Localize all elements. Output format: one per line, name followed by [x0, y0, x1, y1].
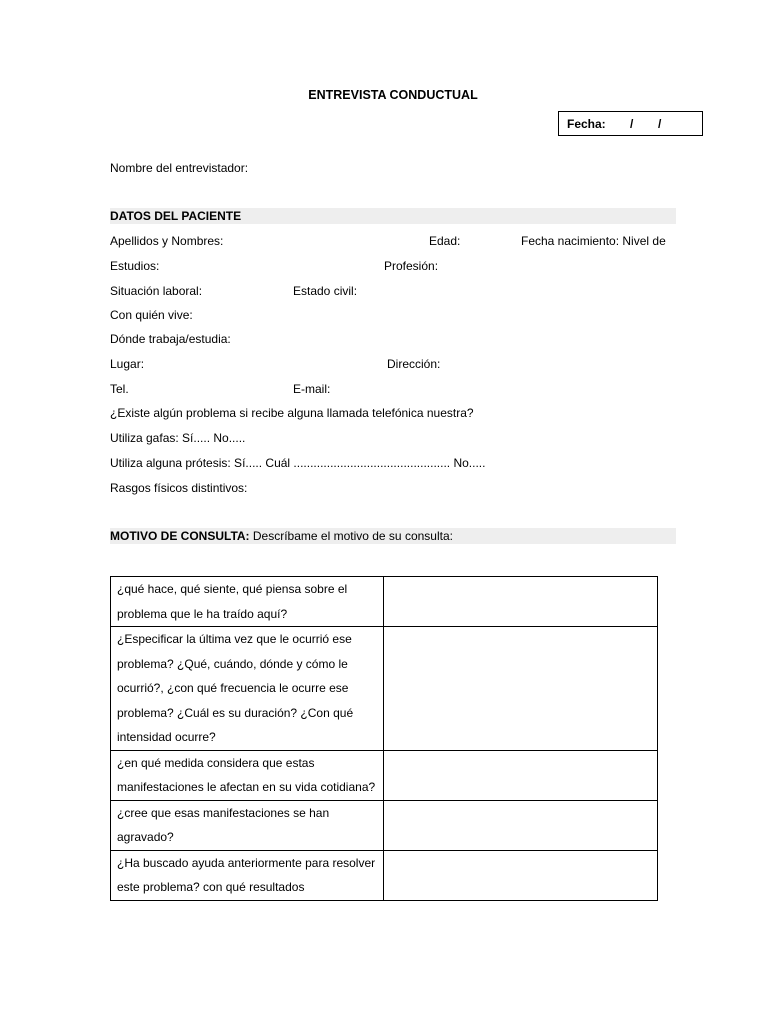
document-title: ENTREVISTA CONDUCTUAL	[308, 88, 478, 102]
rasgos-label: Rasgos físicos distintivos:	[110, 481, 248, 495]
apellidos-label: Apellidos y Nombres:	[110, 234, 224, 248]
protesis-line: Utiliza alguna prótesis: Sí..... Cuál ............................................... No.....	[110, 456, 486, 470]
motivo-consulta-prompt: Descríbame el motivo de su consulta:	[249, 529, 453, 543]
datos-paciente-header-text: DATOS DEL PACIENTE	[110, 209, 242, 223]
fecha-nacimiento-label: Fecha nacimiento: Nivel de	[521, 234, 666, 248]
profesion-label: Profesión:	[384, 259, 439, 273]
table-row	[111, 577, 658, 627]
motivo-consulta-header-text	[110, 528, 453, 544]
table-row	[111, 850, 658, 900]
consulta-questions-table	[110, 576, 658, 901]
fecha-label: Fecha:	[567, 117, 606, 131]
entrevistador-label: Nombre del entrevistador:	[110, 161, 249, 175]
answer-cell[interactable]	[384, 577, 658, 627]
fecha-separator-2: /	[658, 117, 662, 131]
llamada-question: ¿Existe algún problema si recibe alguna llamada telefónica nuestra?	[110, 406, 474, 420]
table-row	[111, 800, 658, 850]
situacion-laboral-label: Situación laboral:	[110, 284, 203, 298]
gafas-line: Utiliza gafas: Sí..... No.....	[110, 431, 246, 445]
question-cell: ¿Ha buscado ayuda anteriormente para resolver este problema? con qué resultados	[111, 850, 384, 900]
table-row	[111, 627, 658, 751]
con-quien-vive-label: Con quién vive:	[110, 308, 193, 322]
donde-trabaja-label: Dónde trabaja/estudia:	[110, 332, 231, 346]
fecha-box[interactable]	[558, 111, 703, 136]
tel-label: Tel.	[110, 382, 129, 396]
answer-cell[interactable]	[384, 850, 658, 900]
estado-civil-label: Estado civil:	[293, 284, 358, 298]
motivo-consulta-header	[110, 528, 676, 544]
datos-paciente-header	[110, 208, 676, 224]
answer-cell[interactable]	[384, 750, 658, 800]
question-cell: ¿Especificar la última vez que le ocurrió ese problema? ¿Qué, cuándo, dónde y cómo le ocurrió?, ¿con qué frecuencia le ocurre ese problema? ¿Cuál es su duración? ¿Con qué intensidad ocurre?	[111, 627, 384, 751]
answer-cell[interactable]	[384, 627, 658, 751]
email-label: E-mail:	[293, 382, 331, 396]
lugar-label: Lugar:	[110, 357, 145, 371]
answer-cell[interactable]	[384, 800, 658, 850]
fecha-separator-1: /	[630, 117, 634, 131]
question-cell: ¿cree que esas manifestaciones se han agravado?	[111, 800, 384, 850]
question-cell: ¿en qué medida considera que estas manifestaciones le afectan en su vida cotidiana?	[111, 750, 384, 800]
direccion-label: Dirección:	[387, 357, 441, 371]
table-row	[111, 750, 658, 800]
question-cell: ¿qué hace, qué siente, qué piensa sobre el problema que le ha traído aquí?	[111, 577, 384, 627]
estudios-label: Estudios:	[110, 259, 160, 273]
edad-label: Edad:	[429, 234, 461, 248]
motivo-consulta-label: MOTIVO DE CONSULTA:	[110, 529, 250, 543]
